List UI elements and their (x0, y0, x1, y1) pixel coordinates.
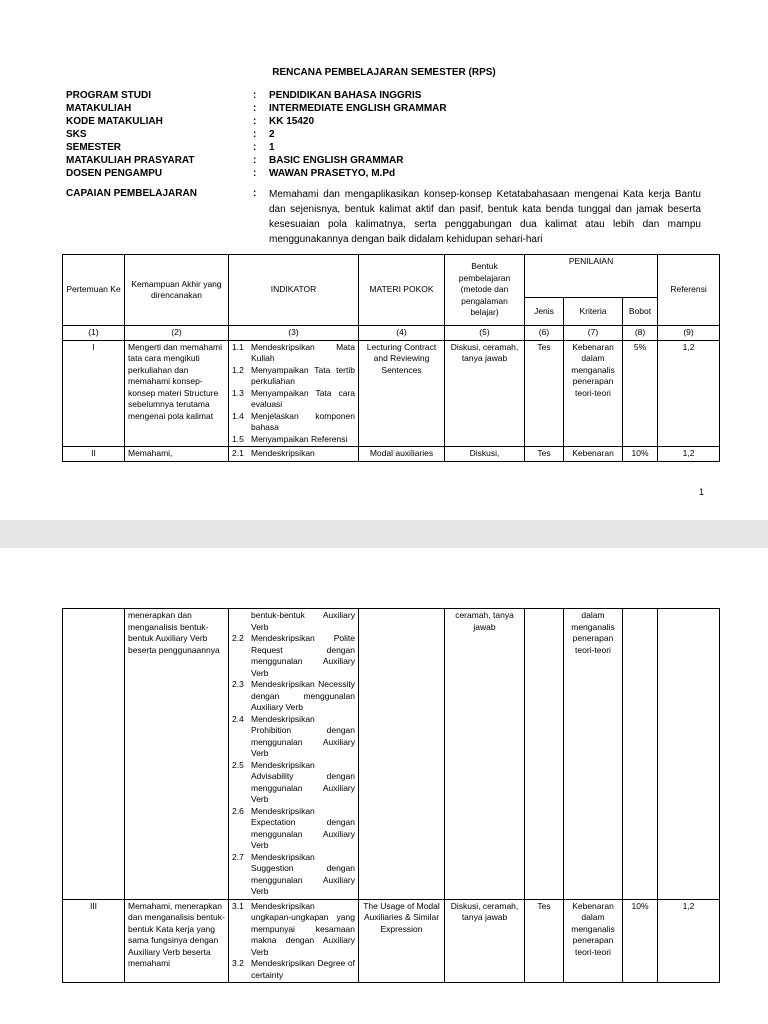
jenis-cell: Tes (525, 899, 564, 983)
indikator-cell (229, 340, 359, 447)
num-cell: (9) (658, 326, 720, 341)
indikator-item: 2.3 Mendeskripsikan Necessity dengan menggunalan Auxiliary Verb (232, 679, 355, 712)
pertemuan-cell: II (63, 447, 125, 462)
page-2 (0, 548, 768, 1024)
kemampuan-cell: Mengerti dan memahami tata cara mengikuti perkuliahan dan memahami konsep-konsep materi Structure sebelumnya terutama mengenai pola kalimat (125, 340, 229, 447)
materi-cell: Lecturing Contract and Reviewing Sentences (359, 340, 445, 447)
pertemuan-cell: I (63, 340, 125, 447)
indikator-item: 1.4 Menjelaskan komponen bahasa (232, 410, 355, 432)
header-bobot: Bobot (623, 298, 658, 326)
bentuk-cell: Diskusi, ceramah, tanya jawab (445, 340, 525, 447)
indikator-item: 1.5 Menyampaikan Referensi (232, 433, 348, 444)
jenis-cell: Tes (525, 340, 564, 447)
materi-cell (359, 609, 445, 900)
bentuk-cell: ceramah, tanya jawab (445, 609, 525, 900)
referensi-cell: 1,2 (658, 340, 720, 447)
num-cell: (7) (564, 326, 623, 341)
bobot-cell: 5% (623, 340, 658, 447)
jenis-cell: Tes (525, 447, 564, 462)
indikator-item: 2.1 Mendeskripsikan (232, 448, 315, 458)
kriteria-cell: Kebenaran dalam menganalis penerapan teori-teori (564, 340, 623, 447)
bobot-cell: 10% (623, 447, 658, 462)
bentuk-cell: Diskusi, ceramah, tanya jawab (445, 899, 525, 983)
referensi-cell: 1,2 (658, 447, 720, 462)
kemampuan-cell: Memahami, menerapkan dan menganalisis bentuk-bentuk Kata kerja yang sama fungsinya dengan Auxiliary Verb beserta memahami (125, 899, 229, 983)
header-materi: MATERI POKOK (359, 255, 445, 326)
indikator-item: 3.1 Mendeskripsikan ungkapan-ungkapan yang mempunyai kesamaan makna dengan Auxiliary Verb (232, 900, 355, 957)
referensi-cell (658, 609, 720, 900)
kriteria-cell: Kebenaran (564, 447, 623, 462)
indikator-cell (229, 447, 359, 462)
header-indikator: INDIKATOR (229, 255, 359, 326)
indikator-continuation: bentuk-bentuk Auxiliary Verb (251, 610, 355, 632)
num-cell: (5) (445, 326, 525, 341)
bobot-cell: 10% (623, 899, 658, 983)
kriteria-cell: Kebenaran dalam menganalis penerapan teori-teori (564, 899, 623, 983)
indikator-item: 2.6 Mendeskripsikan Expectation dengan menggunalan Auxiliary Verb (232, 805, 355, 850)
bobot-cell (623, 609, 658, 900)
meta-program-studi: PROGRAM STUDI : PENDIDIKAN BAHASA INGGRIS (66, 90, 422, 101)
indikator-item: 1.3 Menyampaikan Tata cara evaluasi (232, 387, 355, 409)
table-row (63, 609, 720, 900)
num-cell: (2) (125, 326, 229, 341)
indikator-item: 1.2 Menyampaikan Tata tertib perkuliahan (232, 364, 355, 386)
meta-semester: SEMESTER : 1 (66, 142, 275, 153)
indikator-item: 2.7 Mendeskripsikan Suggestion dengan menggunalan Auxiliary Verb (232, 851, 355, 896)
rps-table-page-1 (62, 254, 720, 462)
num-cell: (8) (623, 326, 658, 341)
indikator-item: 3.2 Mendeskripsikan Degree of certainty (232, 958, 355, 980)
capaian-text: Memahami dan mengaplikasikan konsep-konsep Ketatabahasaan mengenai Kata kerja Bantu dan sejenisnya, bentuk kalimat aktif dan pasif, bentuk kata benda tunggal dan jamak beserta kesesuaian pola kalimatnya, serta penggabungan dua kalimat atau lebih dan mampu menggunakannya dengan baik didalam kehidupan sehari-hari (269, 189, 701, 245)
header-referensi: Referensi (658, 255, 720, 326)
materi-cell: The Usage of Modal Auxiliaries & Similar Expression (359, 899, 445, 983)
indikator-item: 2.5 Mendeskripsikan Advisability dengan menggunalan Auxiliary Verb (232, 759, 355, 804)
capaian-label: CAPAIAN PEMBELAJARAN (66, 188, 197, 199)
bentuk-cell: Diskusi, (445, 447, 525, 462)
meta-prasyarat: MATAKULIAH PRASYARAT : BASIC ENGLISH GRAMMAR (66, 155, 404, 166)
indikator-item: 1.1 Mendeskripsikan Mata Kuliah (232, 341, 355, 363)
table-row (63, 447, 720, 462)
table-row (63, 899, 720, 983)
meta-dosen-pengampu: DOSEN PENGAMPU : WAWAN PRASETYO, M.Pd (66, 168, 396, 179)
kriteria-cell: dalam menganalis penerapan teori-teori (564, 609, 623, 900)
indikator-cell (229, 899, 359, 983)
meta-kode-matakuliah: KODE MATAKULIAH : KK 15420 (66, 116, 315, 127)
materi-cell: Modal auxiliaries (359, 447, 445, 462)
num-cell: (3) (229, 326, 359, 341)
meta-matakuliah: MATAKULIAH : INTERMEDIATE ENGLISH GRAMMAR (66, 103, 447, 114)
header-pertemuan: Pertemuan Ke (63, 255, 125, 326)
num-cell: (6) (525, 326, 564, 341)
meta-sks: SKS : 2 (66, 129, 275, 140)
capaian-separator: : (253, 188, 257, 199)
rps-table-page-2 (62, 608, 720, 983)
kemampuan-cell: Memahami, (125, 447, 229, 462)
num-cell: (1) (63, 326, 125, 341)
referensi-cell: 1,2 (658, 899, 720, 983)
header-kemampuan: Kemampuan Akhir yang direncanakan (125, 255, 229, 326)
page-number: 1 (698, 487, 704, 497)
table-row (63, 340, 720, 447)
indikator-cell (229, 609, 359, 900)
numbering-row (63, 326, 720, 341)
header-kriteria: Kriteria (564, 298, 623, 326)
header-bentuk: Bentuk pembelajaran (metode dan pengalaman belajar) (445, 255, 525, 326)
document-title: RENCANA PEMBELAJARAN SEMESTER (RPS) (272, 67, 496, 78)
header-penilaian: PENILAIAN (525, 255, 658, 298)
indikator-item: 2.2 Mendeskripsikan Polite Request dengan menggunalan Auxiliary Verb (232, 633, 355, 678)
pertemuan-cell: III (63, 899, 125, 983)
indikator-item: 2.4 Mendeskripsikan Prohibition dengan menggunalan Auxiliary Verb (232, 713, 355, 758)
kemampuan-cell: menerapkan dan menganalisis bentuk-bentuk Auxiliary Verb beserta penggunaannya (125, 609, 229, 900)
pertemuan-cell (63, 609, 125, 900)
jenis-cell (525, 609, 564, 900)
header-jenis: Jenis (525, 298, 564, 326)
num-cell: (4) (359, 326, 445, 341)
